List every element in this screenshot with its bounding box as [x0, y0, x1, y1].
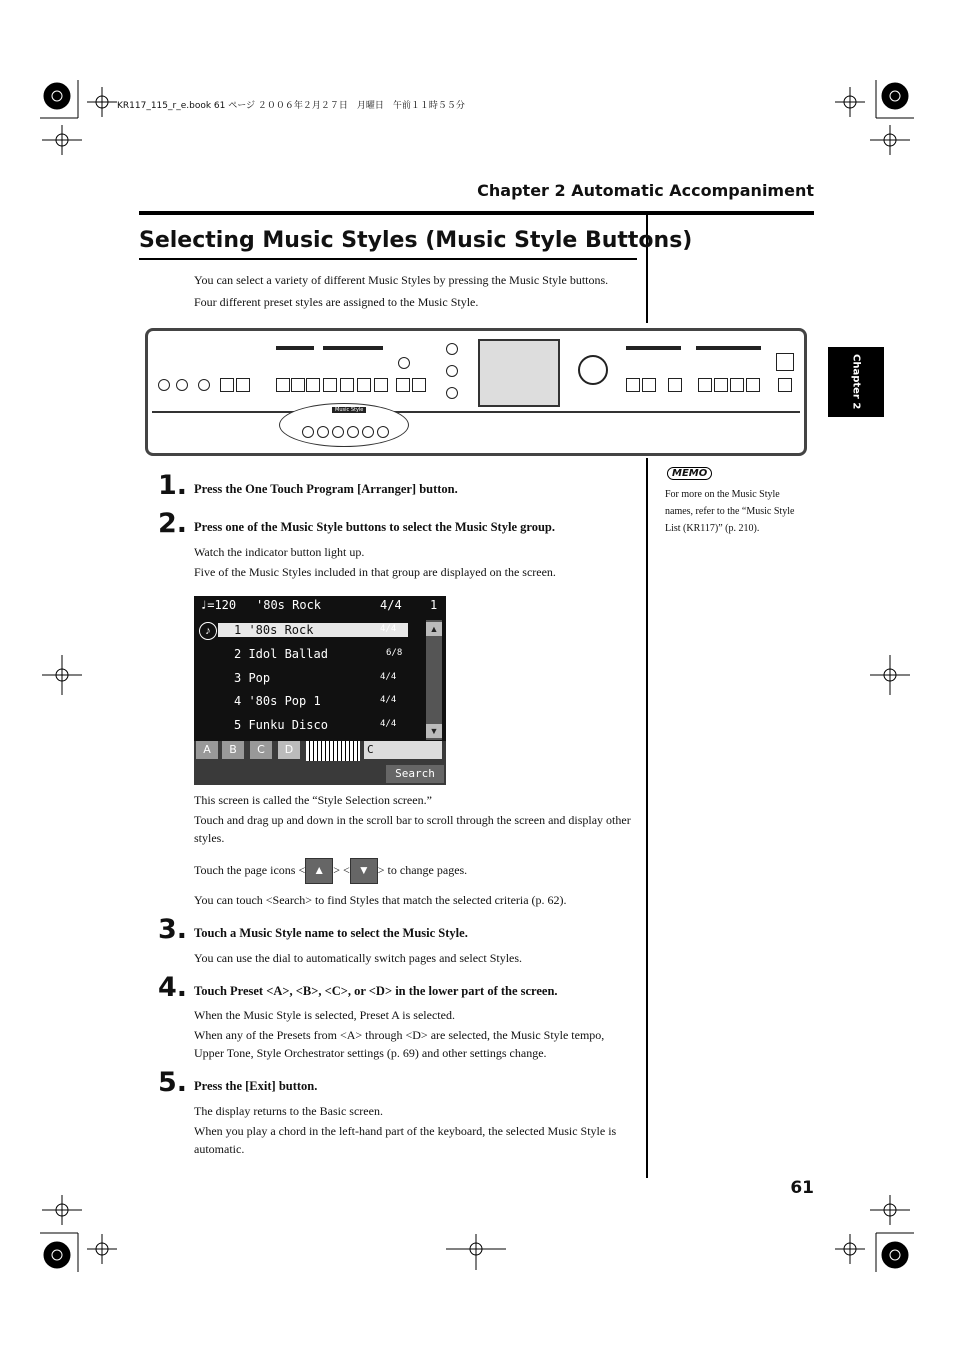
panel-button: [291, 378, 305, 392]
meter: 4/4: [380, 598, 402, 612]
search-button[interactable]: Search: [386, 765, 444, 783]
style-list-item[interactable]: 2 Idol Ballad: [234, 647, 328, 661]
page-down-icon[interactable]: ▼: [426, 724, 442, 738]
step-heading: Touch Preset <A>, <B>, <C>, or <D> in the lower part of the screen.: [194, 984, 558, 998]
measure: 1: [430, 598, 438, 612]
panel-button: [220, 378, 234, 392]
time-signature: 4/4: [380, 672, 397, 682]
time-signature: 4/4: [380, 695, 397, 705]
screen-description: [194, 791, 634, 847]
time-signature: 4/4: [380, 624, 397, 634]
panel-button: [778, 378, 792, 392]
intro-line: Four different preset styles are assigned to the Music Style.: [194, 295, 479, 309]
panel-button: [626, 378, 640, 392]
page-icons-text: > to change pages.: [377, 862, 468, 877]
page-icons-text: > <: [333, 862, 350, 877]
panel-button: [746, 378, 760, 392]
panel-header-bar: [696, 346, 761, 350]
book-info-line: KR117_115_r_e.book 61 ページ ２００６年２月２７日 月曜日 午前１１時５５分: [117, 101, 465, 111]
step-number: 3.: [158, 914, 188, 945]
step-number: 1.: [158, 470, 188, 501]
header-rule: [139, 211, 814, 215]
music-style-buttons-callout: [279, 403, 409, 447]
page-up-icon: ▲: [305, 858, 333, 884]
panel-knob: [176, 379, 188, 391]
music-style-button: [332, 426, 344, 438]
screen-bottom-bar: [194, 741, 446, 785]
current-style-name: '80s Rock: [256, 598, 322, 612]
page-icons-line: [194, 858, 467, 884]
panel-button: [396, 378, 410, 392]
step-number: 2.: [158, 508, 188, 539]
music-style-button: [377, 426, 389, 438]
preset-d-button[interactable]: D: [278, 741, 300, 759]
panel-dial: [578, 355, 608, 385]
page-number: 61: [790, 1178, 814, 1198]
step-heading: Press one of the Music Style buttons to select the Music Style group.: [194, 520, 555, 534]
panel-button: [306, 378, 320, 392]
music-style-button: [302, 426, 314, 438]
page-down-icon: ▼: [350, 858, 378, 884]
chapter-header: Chapter 2 Automatic Accompaniment: [477, 181, 814, 200]
panel-button: [730, 378, 744, 392]
screen-top-bar: [194, 596, 446, 616]
body-line: The display returns to the Basic screen.: [194, 1104, 383, 1118]
step-body: [194, 1102, 634, 1158]
style-selection-screen: [194, 596, 446, 785]
panel-button: [714, 378, 728, 392]
body-line: When the Music Style is selected, Preset A is selected.: [194, 1008, 455, 1022]
panel-knob: [446, 387, 458, 399]
panel-button: [776, 353, 794, 371]
preset-a-button[interactable]: A: [196, 741, 218, 759]
preset-c-button[interactable]: C: [250, 741, 272, 759]
style-list-item[interactable]: 4 '80s Pop 1: [234, 694, 321, 708]
column-divider: [646, 458, 648, 1178]
panel-button: [357, 378, 371, 392]
panel-button: [236, 378, 250, 392]
step-heading: Touch a Music Style name to select the Music Style.: [194, 926, 468, 940]
page-title: Selecting Music Styles (Music Style Buttons): [139, 228, 693, 253]
preset-b-button[interactable]: B: [222, 741, 244, 759]
memo-badge: MEMO: [667, 467, 712, 480]
panel-knob: [158, 379, 170, 391]
tempo: ♩=120: [200, 598, 237, 612]
step-heading: Press the One Touch Program [Arranger] button.: [194, 482, 458, 496]
body-line: This screen is called the “Style Selection screen.”: [194, 793, 432, 807]
panel-header-bar: [626, 346, 681, 350]
intro-line: You can select a variety of different Music Styles by pressing the Music Style buttons.: [194, 273, 609, 287]
page-icons-text: Touch the page icons <: [194, 862, 306, 877]
panel-divider: [152, 411, 800, 413]
panel-knob: [398, 357, 410, 369]
body-line: When you play a chord in the left-hand part of the keyboard, the selected Music Style is automatic.: [194, 1124, 617, 1156]
memo-text: For more on the Music Style names, refer to the “Music Style List (KR117)” (p. 210).: [665, 489, 795, 534]
body-line: Five of the Music Styles included in that group are displayed on the screen.: [194, 565, 556, 579]
page-up-icon[interactable]: ▲: [426, 622, 442, 636]
intro-text: [194, 269, 608, 313]
step-number: 4.: [158, 972, 188, 1003]
body-line: Touch and drag up and down in the scroll bar to scroll through the screen and display other styles.: [194, 813, 631, 845]
style-list-item[interactable]: 1 '80s Rock: [234, 623, 314, 637]
panel-button: [374, 378, 388, 392]
body-line: When any of the Presets from <A> through <D> are selected, the Music Style tempo, Upper Tone, Style Orchestrator settings (p. 69) and other settings change.: [194, 1028, 605, 1060]
music-style-button: [317, 426, 329, 438]
panel-knob: [446, 365, 458, 377]
panel-knob: [446, 343, 458, 355]
panel-header-bar: [323, 346, 383, 350]
panel-button: [412, 378, 426, 392]
panel-button: [698, 378, 712, 392]
time-signature: 6/8: [386, 648, 403, 658]
chapter-side-tab: [828, 347, 884, 417]
control-panel-illustration: [145, 328, 807, 456]
music-style-button: [362, 426, 374, 438]
chord-field[interactable]: C: [364, 741, 442, 759]
step-body: [194, 1006, 634, 1062]
keyboard-icon: [306, 741, 360, 761]
panel-button: [668, 378, 682, 392]
panel-button: [276, 378, 290, 392]
search-note: You can touch <Search> to find Styles that match the selected criteria (p. 62).: [194, 893, 567, 907]
music-style-button: [347, 426, 359, 438]
step-number: 5.: [158, 1067, 188, 1098]
panel-display: [478, 339, 560, 407]
style-list-item[interactable]: 5 Funku Disco: [234, 718, 328, 732]
side-tab-label: Chapter 2: [850, 354, 862, 410]
time-signature: 4/4: [380, 719, 397, 729]
panel-knob: [198, 379, 210, 391]
step-body: You can use the dial to automatically switch pages and select Styles.: [194, 951, 523, 965]
style-list-item[interactable]: 3 Pop: [234, 671, 271, 685]
step-heading: Press the [Exit] button.: [194, 1079, 318, 1093]
note-icon: ♪: [199, 622, 217, 640]
panel-button: [340, 378, 354, 392]
step-body: [194, 543, 634, 581]
scroll-bar[interactable]: [426, 620, 442, 740]
panel-button: [642, 378, 656, 392]
panel-button: [323, 378, 337, 392]
callout-label: Music Style: [332, 407, 366, 413]
body-line: Watch the indicator button light up.: [194, 545, 365, 559]
panel-header-bar: [276, 346, 314, 350]
title-rule: [139, 258, 637, 260]
